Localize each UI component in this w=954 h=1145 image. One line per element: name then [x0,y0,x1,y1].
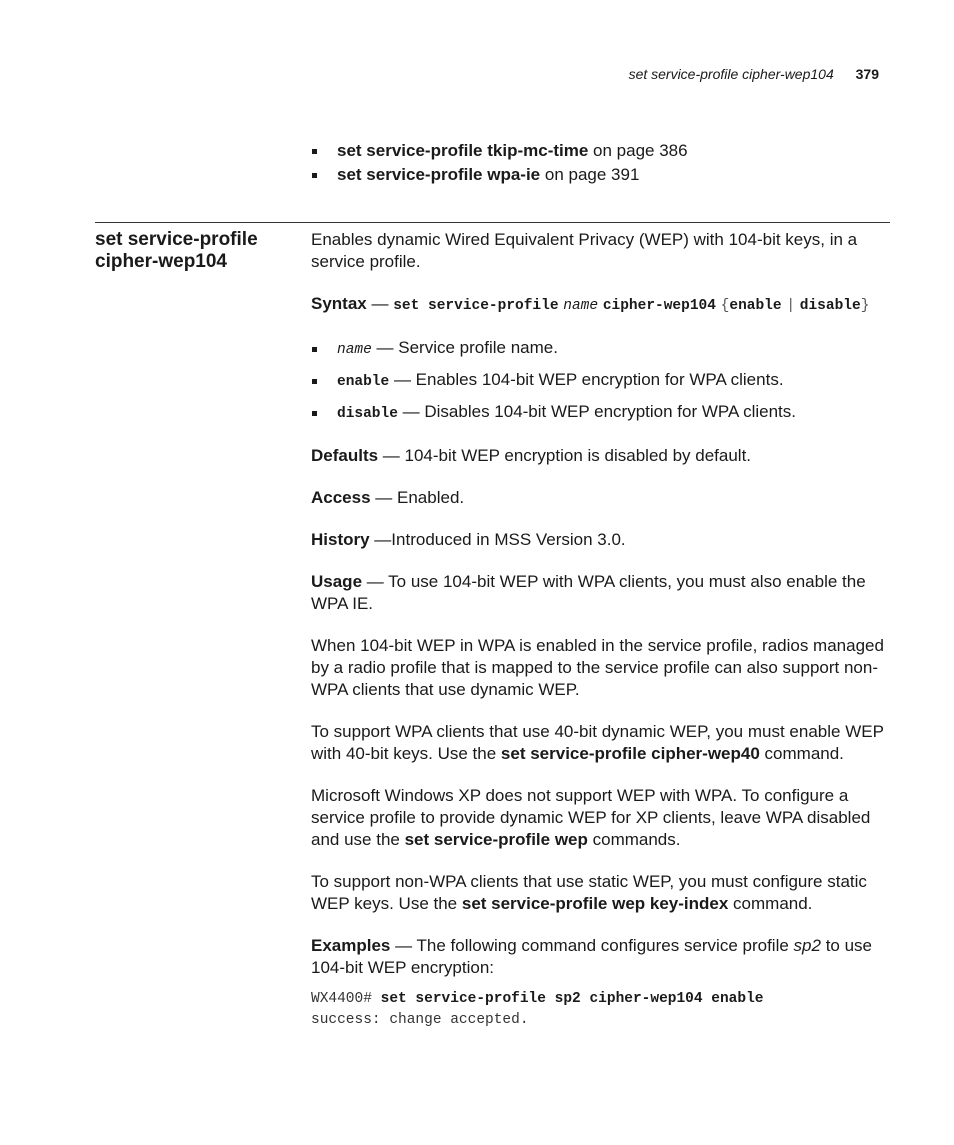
parameter-item [311,369,891,393]
examples-profile: sp2 [793,936,821,955]
see-also-command[interactable]: set service-profile wpa-ie [337,165,541,184]
usage-paragraph [311,571,891,615]
syntax-separator: | [786,298,796,314]
see-also-command[interactable]: set service-profile tkip-mc-time [337,141,589,160]
usage-p5-after: command. [728,894,813,913]
page-number: 379 [855,66,879,82]
see-also-ref: on page 391 [544,165,640,184]
section-title [95,229,295,273]
syntax-line [311,293,891,317]
usage-p5-command[interactable]: set service-profile wep key-index [461,894,729,913]
code-command-line [311,989,891,1010]
section-divider [95,222,890,223]
usage-p3-after: command. [759,744,844,763]
examples-text: — The following command configures service profile [390,936,794,955]
code-example [311,989,891,1031]
syntax-label: Syntax [311,294,367,313]
code-output: success: change accepted. [311,1012,529,1028]
see-also-list [311,139,891,187]
usage-p4-text: Microsoft Windows XP does not support WEP with WPA. To configure a service profile to provide dynamic WEP for XP clients, leave WPA disabled and use the [311,786,871,849]
access-label: Access [311,488,371,507]
defaults-paragraph [311,445,891,467]
running-header [629,66,879,82]
usage-p4-after: commands. [587,830,681,849]
main-content [311,229,891,1031]
see-also-ref: on page 386 [593,141,688,160]
parameter-item [311,337,891,361]
usage-paragraph-2: When 104-bit WEP in WPA is enabled in the service profile, radios managed by a radio profile that is mapped to the service profile can also support non-WPA clients that use dynamic WEP. [311,636,884,699]
usage-label: Usage [311,572,363,591]
usage-paragraph-4 [311,785,891,851]
examples-text-after: to use 104-bit WEP encryption: [311,936,873,977]
syntax-param: name [563,298,599,314]
usage-p4-command[interactable]: set service-profile wep [404,830,588,849]
usage-p3-command[interactable]: set service-profile cipher-wep40 [500,744,760,763]
history-text: —Introduced in MSS Version 3.0. [369,530,626,549]
syntax-brace-close: } [860,298,870,314]
parameter-name: name [337,342,372,358]
access-text: — Enabled. [370,488,465,507]
examples-paragraph [311,935,891,979]
syntax-brace-open: { [720,298,730,314]
usage-p5-text: To support non-WPA clients that use static WEP, you must configure static WEP keys. Use the [311,872,867,913]
syntax-command-2: cipher-wep104 [602,298,716,314]
section-title-line1: set service-profile [95,229,258,250]
see-also-item [311,163,891,187]
defaults-label: Defaults [311,446,379,465]
code-prompt: WX4400# [311,991,381,1007]
parameter-desc: — Disables 104-bit WEP encryption for WPA clients. [397,402,797,421]
parameter-name: enable [337,374,390,390]
syntax-option-enable: enable [729,298,782,314]
defaults-text: — 104-bit WEP encryption is disabled by default. [378,446,752,465]
access-paragraph [311,487,891,509]
parameter-list [311,337,891,425]
parameter-item [311,401,891,425]
usage-paragraph-3 [311,721,891,765]
syntax-option-disable: disable [799,298,861,314]
history-label: History [311,530,370,549]
section-description: Enables dynamic Wired Equivalent Privacy (WEP) with 104-bit keys, in a service profile. [311,230,858,271]
parameter-desc: — Enables 104-bit WEP encryption for WPA clients. [389,370,784,389]
see-also-item [311,139,891,163]
parameter-name: disable [337,406,398,422]
syntax-command: set service-profile [393,298,559,314]
parameter-desc: — Service profile name. [371,338,558,357]
usage-p3-text: To support WPA clients that use 40-bit dynamic WEP, you must enable WEP with 40-bit keys. Use the [311,722,884,763]
usage-paragraph-5 [311,871,891,915]
examples-label: Examples [311,936,391,955]
history-paragraph [311,529,891,551]
running-title: set service-profile cipher-wep104 [628,66,834,82]
usage-text: — To use 104-bit WEP with WPA clients, you must also enable the WPA IE. [311,572,866,613]
code-command: set service-profile sp2 cipher-wep104 enable [380,991,764,1007]
section-title-line2: cipher-wep104 [95,251,227,272]
syntax-dash: — [366,294,394,313]
